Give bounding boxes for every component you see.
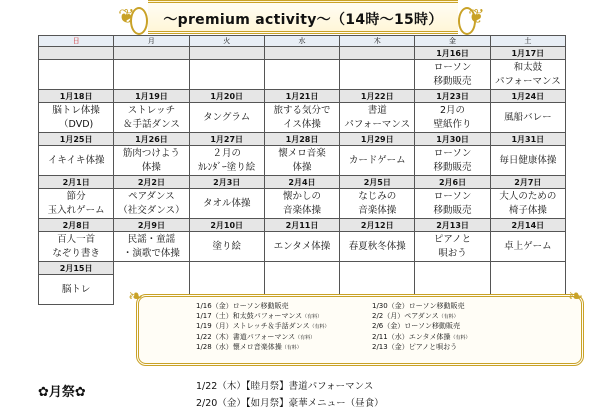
schedule-item-text: 2/13（金）ピアノと唄おう — [372, 342, 458, 351]
activity-text: ストレッチ — [127, 104, 176, 116]
weekday-wed: 水 — [264, 36, 339, 47]
activity-text: 春夏秋冬体操 — [348, 240, 406, 252]
schedule-item — [196, 343, 330, 353]
activity-text: 毎日健康体操 — [499, 154, 557, 166]
activity-cell — [415, 232, 490, 262]
activity-text: 卓上ゲーム — [504, 240, 552, 252]
activity-text: 移動販売 — [433, 161, 472, 173]
date-cell: 2月6日 — [415, 176, 490, 189]
activity-text: 塗り絵 — [212, 240, 241, 252]
activity-text: 2月の — [440, 104, 466, 116]
festival-item: 1/22（木）【睦月祭】書道パフォーマンス — [196, 381, 374, 392]
date-cell: 2月11日 — [264, 219, 339, 232]
date-cell: 1月23日 — [415, 90, 490, 103]
activity-text: カードゲーム — [348, 154, 406, 166]
date-cell: 1月20日 — [189, 90, 264, 103]
activity-text: 玉入れゲーム — [47, 204, 105, 216]
schedule-list-left — [196, 302, 330, 353]
date-cell: 2月13日 — [415, 219, 490, 232]
schedule-item — [196, 333, 330, 343]
schedule-item-text: 1/19（月）ストレッチ＆手話ダンス — [196, 322, 310, 331]
activity-text: 百人一首 — [57, 233, 96, 245]
schedule-item-text: 1/22（木）書道パフォーマンス — [196, 332, 296, 341]
activity-text: イキイキ体操 — [47, 154, 105, 166]
activity-text: 唄おう — [438, 247, 467, 259]
date-row — [39, 133, 566, 146]
activity-text: なじみの — [358, 190, 397, 202]
activity-cell — [340, 189, 415, 219]
activity-cell — [264, 146, 339, 176]
date-cell — [114, 47, 189, 60]
schedule-item-fee-note: （有料） — [450, 334, 471, 341]
activity-text: パフォーマンス — [344, 118, 411, 130]
date-cell: 2月5日 — [340, 176, 415, 189]
weekday-sun: 日 — [39, 36, 114, 47]
weekday-header-row — [39, 36, 566, 47]
activity-text: 筋肉つけよう — [122, 147, 180, 159]
date-row — [39, 219, 566, 232]
activity-calendar — [38, 35, 566, 305]
activity-row — [39, 60, 566, 90]
activity-text: 移動販売 — [433, 75, 472, 87]
date-row — [39, 262, 566, 275]
activity-cell — [415, 146, 490, 176]
activity-cell — [39, 275, 114, 305]
activity-cell — [264, 60, 339, 90]
activity-text: タオル体操 — [202, 197, 251, 209]
schedule-item — [372, 333, 470, 343]
schedule-item-text: 2/2（月）ペアダンス — [372, 312, 439, 321]
date-cell: 2月2日 — [114, 176, 189, 189]
weekday-fri: 金 — [415, 36, 490, 47]
activity-cell — [340, 146, 415, 176]
activity-text: タングラム — [203, 111, 251, 123]
date-cell: 1月18日 — [39, 90, 114, 103]
date-cell: 2月9日 — [114, 219, 189, 232]
activity-text: 風船バレー — [504, 111, 552, 123]
date-cell: 1月29日 — [340, 133, 415, 146]
panel-corner-ornament-icon: ❧ — [128, 286, 144, 307]
activity-cell — [39, 60, 114, 90]
activity-text: イス体操 — [283, 118, 321, 130]
activity-row — [39, 146, 566, 176]
date-cell — [39, 47, 114, 60]
schedule-item — [372, 312, 470, 322]
activity-text: 体操 — [292, 161, 312, 173]
activity-cell — [39, 189, 114, 219]
activity-text: 民謡・童謡 — [127, 233, 176, 245]
activity-text: 書道 — [367, 104, 387, 116]
activity-text: 懐メロ音楽 — [278, 147, 326, 159]
date-cell: 1月30日 — [415, 133, 490, 146]
empty-cell — [415, 262, 490, 275]
empty-cell — [490, 262, 565, 275]
activity-cell — [39, 103, 114, 133]
activity-row — [39, 189, 566, 219]
activity-text: （DVD) — [59, 118, 94, 130]
activity-cell — [490, 146, 565, 176]
schedule-list-right — [372, 302, 470, 353]
date-cell: 2月14日 — [490, 219, 565, 232]
activity-cell — [490, 60, 565, 90]
festival-item: 2/20（金）【如月祭】豪華メニュー（昼食） — [196, 398, 384, 409]
date-cell: 1月17日 — [490, 47, 565, 60]
empty-cell — [114, 262, 189, 275]
schedule-item-fee-note: （有料） — [438, 314, 459, 321]
date-cell — [264, 47, 339, 60]
activity-text: ローソン — [433, 61, 472, 73]
page-title: ～premium activity～（14時～15時） — [163, 12, 443, 28]
activity-text: （社交ダンス） — [118, 204, 185, 216]
schedule-item — [196, 322, 330, 332]
date-cell: 2月10日 — [189, 219, 264, 232]
activity-cell — [39, 146, 114, 176]
date-cell: 2月4日 — [264, 176, 339, 189]
schedule-item-text: 2/11（水）エンタメ体操 — [372, 332, 451, 341]
date-cell: 2月12日 — [340, 219, 415, 232]
schedule-item-text: 1/28（水）懐メロ音楽体操 — [196, 342, 282, 351]
date-cell — [189, 47, 264, 60]
activity-cell — [189, 232, 264, 262]
activity-text: 音楽体操 — [282, 204, 321, 216]
schedule-item-fee-note: （有料） — [302, 314, 323, 321]
activity-cell — [490, 189, 565, 219]
date-cell: 2月1日 — [39, 176, 114, 189]
left-flourish-icon: ❦ — [118, 4, 135, 28]
activity-text: 壁紙作り — [433, 118, 472, 130]
activity-text: ローソン — [433, 190, 472, 202]
date-cell — [340, 47, 415, 60]
activity-cell — [415, 60, 490, 90]
activity-cell — [340, 103, 415, 133]
date-row — [39, 47, 566, 60]
activity-cell — [39, 232, 114, 262]
activity-text: ペアダンス — [128, 190, 175, 202]
date-cell: 1月19日 — [114, 90, 189, 103]
activity-text: 懐かしの — [282, 190, 321, 202]
activity-cell — [415, 189, 490, 219]
activity-text: 体操 — [141, 161, 161, 173]
schedule-item-fee-note: （有料） — [309, 324, 330, 331]
date-row — [39, 176, 566, 189]
date-cell: 1月21日 — [264, 90, 339, 103]
activity-cell — [189, 189, 264, 219]
activity-text: エンタメ体操 — [273, 240, 331, 252]
activity-cell — [264, 103, 339, 133]
activity-text: 和太鼓 — [513, 61, 543, 73]
schedule-item-text: 2/6（金）ローソン移動販売 — [372, 322, 460, 331]
activity-text: ローソン — [433, 147, 472, 159]
schedule-item — [372, 343, 470, 353]
date-cell: 2月15日 — [39, 262, 114, 275]
activity-text: ・演歌で体操 — [122, 247, 180, 259]
activity-text: ＆手話ダンス — [123, 118, 180, 130]
date-cell: 2月8日 — [39, 219, 114, 232]
activity-cell — [340, 232, 415, 262]
activity-text: 音楽体操 — [358, 204, 397, 216]
date-cell: 1月26日 — [114, 133, 189, 146]
activity-cell — [490, 232, 565, 262]
activity-text: 節分 — [66, 190, 86, 202]
schedule-item — [196, 302, 330, 312]
weekday-sat: 土 — [490, 36, 565, 47]
empty-cell — [264, 262, 339, 275]
activity-text: ピアノと — [433, 233, 472, 245]
festival-title: ✿月祭✿ — [38, 385, 86, 400]
empty-cell — [189, 262, 264, 275]
activity-text: ｶﾚﾝﾀﾞｰ塗り絵 — [198, 161, 256, 173]
activity-cell — [189, 146, 264, 176]
schedule-item — [196, 312, 330, 322]
weekday-thu: 木 — [340, 36, 415, 47]
activity-cell — [114, 60, 189, 90]
activity-text: 脳トレ — [61, 283, 91, 295]
weekday-tue: 火 — [189, 36, 264, 47]
date-cell: 1月27日 — [189, 133, 264, 146]
activity-cell — [114, 103, 189, 133]
date-cell: 1月22日 — [340, 90, 415, 103]
schedule-item-fee-note: （有料） — [295, 334, 316, 341]
date-cell: 1月24日 — [490, 90, 565, 103]
empty-cell — [340, 262, 415, 275]
activity-text: 脳トレ体操 — [52, 104, 100, 116]
schedule-item-text: 1/17（土）和太鼓パフォーマンス — [196, 312, 303, 321]
activity-cell — [340, 60, 415, 90]
activity-cell — [490, 103, 565, 133]
panel-corner-ornament-icon: ❧ — [568, 286, 584, 307]
date-cell: 1月25日 — [39, 133, 114, 146]
weekday-mon: 月 — [114, 36, 189, 47]
schedule-item — [372, 302, 470, 312]
activity-cell — [189, 60, 264, 90]
date-cell: 2月3日 — [189, 176, 264, 189]
activity-cell — [114, 189, 189, 219]
date-cell: 2月7日 — [490, 176, 565, 189]
date-cell: 1月31日 — [490, 133, 565, 146]
schedule-item-text: 1/30（金）ローソン移動販売 — [372, 302, 465, 310]
activity-row — [39, 103, 566, 133]
activity-text: 移動販売 — [433, 204, 472, 216]
activity-cell — [114, 146, 189, 176]
activity-text: ２月の — [212, 147, 241, 159]
date-cell: 1月28日 — [264, 133, 339, 146]
date-cell: 1月16日 — [415, 47, 490, 60]
activity-text: 椅子体操 — [508, 204, 547, 216]
activity-cell — [114, 232, 189, 262]
festival-list — [196, 378, 384, 412]
activity-cell — [189, 103, 264, 133]
right-flourish-icon: ❦ — [468, 4, 485, 28]
activity-row — [39, 232, 566, 262]
schedule-item-text: 1/16（金）ローソン移動販売 — [196, 302, 289, 310]
activity-text: なぞり書き — [52, 247, 100, 259]
activity-text: 大人のための — [499, 190, 557, 202]
date-row — [39, 90, 566, 103]
schedule-item — [372, 322, 470, 332]
activity-cell — [264, 189, 339, 219]
activity-cell — [415, 103, 490, 133]
activity-cell — [264, 232, 339, 262]
festival-section — [38, 372, 578, 416]
activity-text: 旅する気分で — [273, 104, 331, 116]
activity-text: パフォーマンス — [494, 75, 561, 87]
schedule-item-fee-note: （有料） — [281, 344, 302, 351]
